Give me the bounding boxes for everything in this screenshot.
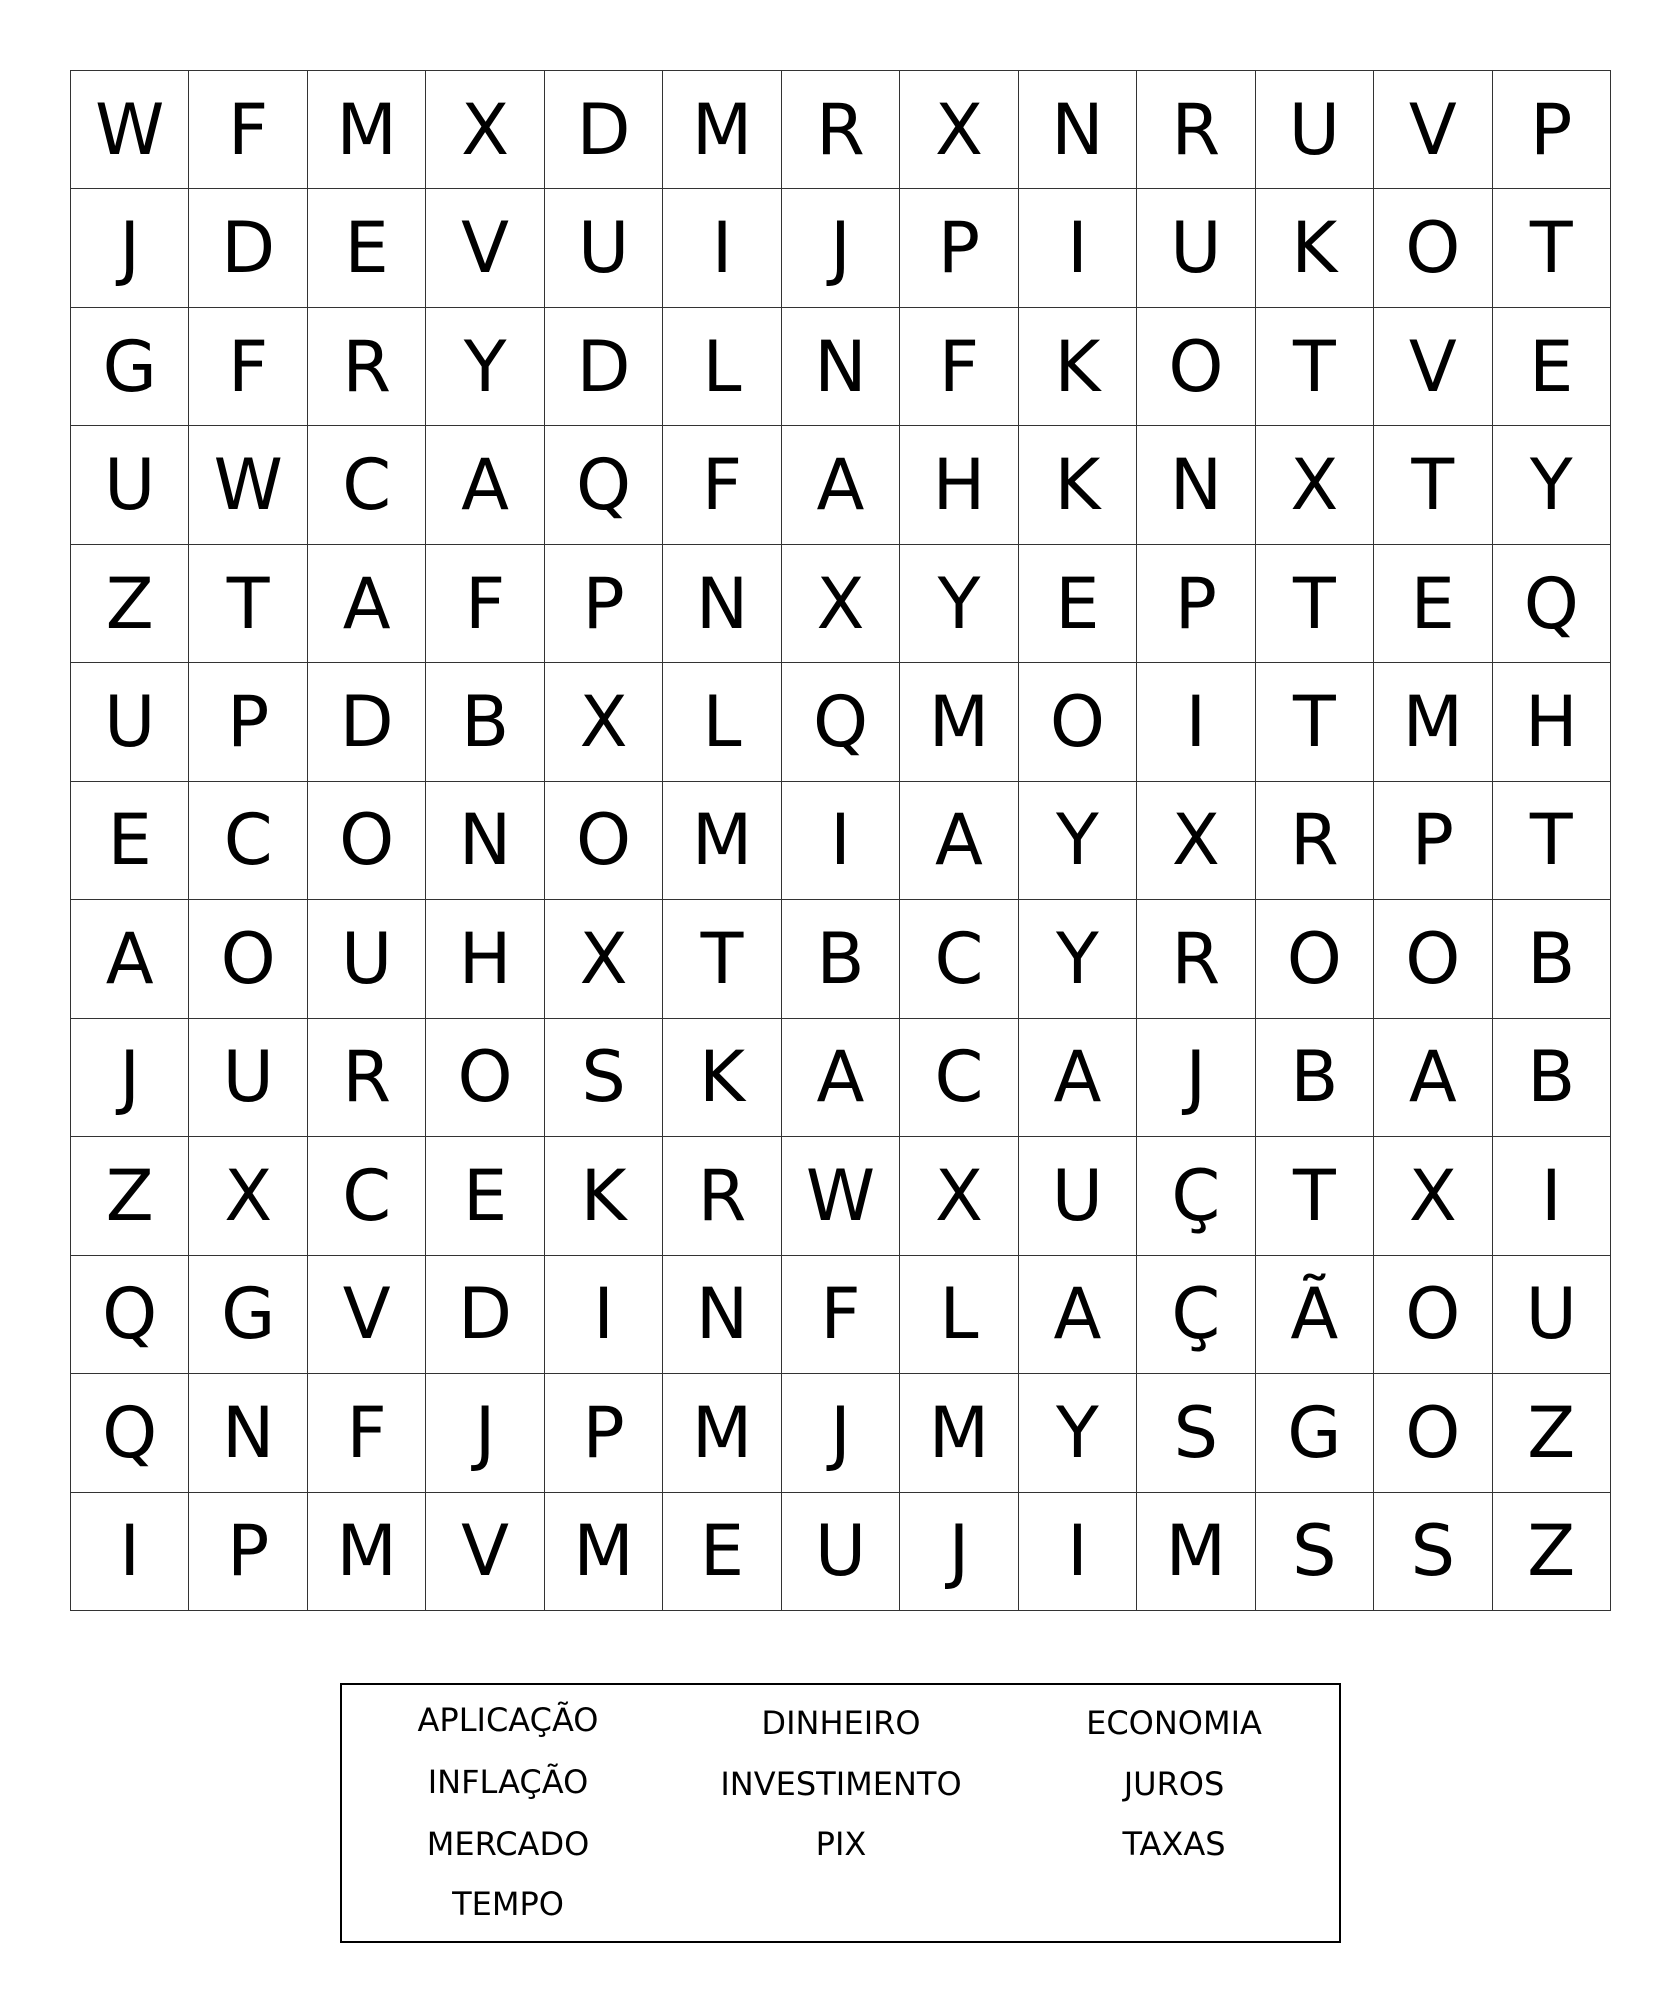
grid-cell[interactable]: M <box>545 1493 663 1611</box>
grid-cell[interactable]: U <box>1256 71 1374 189</box>
grid-cell[interactable]: P <box>545 1374 663 1492</box>
grid-cell[interactable]: X <box>189 1137 307 1255</box>
grid-cell[interactable]: J <box>782 189 900 307</box>
grid-cell[interactable]: A <box>1019 1019 1137 1137</box>
grid-cell[interactable]: U <box>1137 189 1255 307</box>
grid-cell[interactable]: P <box>189 1493 307 1611</box>
grid-cell[interactable]: Q <box>71 1374 189 1492</box>
grid-cell[interactable]: U <box>1493 1256 1611 1374</box>
grid-cell[interactable]: E <box>663 1493 781 1611</box>
grid-cell[interactable]: P <box>545 545 663 663</box>
grid-cell[interactable]: Y <box>900 545 1018 663</box>
grid-cell[interactable]: X <box>545 663 663 781</box>
grid-cell[interactable]: V <box>1374 308 1492 426</box>
grid-cell[interactable]: I <box>545 1256 663 1374</box>
grid-cell[interactable]: N <box>782 308 900 426</box>
grid-cell[interactable]: I <box>1493 1137 1611 1255</box>
grid-cell[interactable]: K <box>1019 308 1137 426</box>
grid-cell[interactable]: D <box>545 308 663 426</box>
grid-cell[interactable]: A <box>782 1019 900 1137</box>
grid-cell[interactable]: K <box>1256 189 1374 307</box>
grid-cell[interactable]: M <box>308 1493 426 1611</box>
grid-cell[interactable]: R <box>1256 782 1374 900</box>
grid-cell[interactable]: P <box>1374 782 1492 900</box>
grid-cell[interactable]: N <box>663 545 781 663</box>
grid-cell[interactable]: Ç <box>1137 1137 1255 1255</box>
grid-cell[interactable]: C <box>308 1137 426 1255</box>
grid-cell[interactable]: X <box>900 71 1018 189</box>
grid-cell[interactable]: G <box>71 308 189 426</box>
grid-cell[interactable]: T <box>1256 308 1374 426</box>
grid-cell[interactable]: M <box>663 71 781 189</box>
grid-cell[interactable]: T <box>1256 545 1374 663</box>
grid-cell[interactable]: J <box>782 1374 900 1492</box>
grid-cell[interactable]: E <box>71 782 189 900</box>
grid-cell[interactable]: B <box>426 663 544 781</box>
grid-cell[interactable]: I <box>782 782 900 900</box>
grid-cell[interactable]: D <box>545 71 663 189</box>
grid-cell[interactable]: Q <box>782 663 900 781</box>
grid-cell[interactable]: X <box>1137 782 1255 900</box>
grid-cell[interactable]: B <box>1256 1019 1374 1137</box>
grid-cell[interactable]: R <box>308 308 426 426</box>
grid-cell[interactable]: Q <box>1493 545 1611 663</box>
grid-cell[interactable]: P <box>900 189 1018 307</box>
grid-cell[interactable]: G <box>189 1256 307 1374</box>
grid-cell[interactable]: W <box>71 71 189 189</box>
grid-cell[interactable]: U <box>71 663 189 781</box>
word-list-item: MERCADO <box>426 1825 590 1863</box>
grid-cell[interactable]: O <box>1374 1374 1492 1492</box>
grid-cell[interactable]: P <box>1137 545 1255 663</box>
grid-cell[interactable]: N <box>1137 426 1255 544</box>
grid-cell[interactable]: X <box>782 545 900 663</box>
grid-cell[interactable]: Q <box>545 426 663 544</box>
grid-cell[interactable]: Z <box>1493 1374 1611 1492</box>
grid-cell[interactable]: J <box>1137 1019 1255 1137</box>
grid-cell[interactable]: K <box>663 1019 781 1137</box>
grid-cell[interactable]: A <box>71 900 189 1018</box>
grid-cell[interactable]: F <box>308 1374 426 1492</box>
grid-cell[interactable]: Y <box>1019 900 1137 1018</box>
grid-cell[interactable]: N <box>663 1256 781 1374</box>
grid-cell[interactable]: F <box>189 308 307 426</box>
grid-cell[interactable]: Ã <box>1256 1256 1374 1374</box>
grid-cell[interactable]: L <box>663 308 781 426</box>
grid-cell[interactable]: U <box>545 189 663 307</box>
grid-cell[interactable]: A <box>308 545 426 663</box>
grid-cell[interactable]: E <box>1019 545 1137 663</box>
grid-cell[interactable]: V <box>426 1493 544 1611</box>
grid-cell[interactable]: M <box>1374 663 1492 781</box>
grid-cell[interactable]: L <box>900 1256 1018 1374</box>
grid-cell[interactable]: F <box>426 545 544 663</box>
grid-cell[interactable]: Y <box>1493 426 1611 544</box>
grid-cell[interactable]: M <box>308 71 426 189</box>
grid-cell[interactable]: O <box>308 782 426 900</box>
grid-cell[interactable]: W <box>189 426 307 544</box>
grid-cell[interactable]: D <box>308 663 426 781</box>
grid-cell[interactable]: U <box>308 900 426 1018</box>
word-list-item: INFLAÇÃO <box>427 1763 589 1801</box>
grid-cell[interactable]: A <box>426 426 544 544</box>
grid-cell[interactable]: O <box>189 900 307 1018</box>
grid-cell[interactable]: R <box>1137 900 1255 1018</box>
grid-cell[interactable]: T <box>1374 426 1492 544</box>
grid-cell[interactable]: O <box>1019 663 1137 781</box>
grid-cell[interactable]: E <box>1374 545 1492 663</box>
grid-cell[interactable]: K <box>545 1137 663 1255</box>
grid-cell[interactable]: N <box>426 782 544 900</box>
word-list-box <box>340 1683 1341 1943</box>
grid-cell[interactable]: T <box>1256 1137 1374 1255</box>
grid-cell[interactable]: U <box>71 426 189 544</box>
grid-cell[interactable]: T <box>189 545 307 663</box>
grid-cell[interactable]: B <box>1493 1019 1611 1137</box>
grid-cell[interactable]: O <box>545 782 663 900</box>
grid-cell[interactable]: V <box>308 1256 426 1374</box>
grid-cell[interactable]: X <box>426 71 544 189</box>
grid-cell[interactable]: B <box>1493 900 1611 1018</box>
grid-cell[interactable]: S <box>545 1019 663 1137</box>
grid-cell[interactable]: O <box>1256 900 1374 1018</box>
grid-cell[interactable]: U <box>189 1019 307 1137</box>
grid-cell[interactable]: I <box>1019 189 1137 307</box>
grid-cell[interactable]: N <box>189 1374 307 1492</box>
grid-cell[interactable]: V <box>426 189 544 307</box>
grid-cell[interactable]: M <box>900 1374 1018 1492</box>
word-search-grid <box>70 70 1611 1611</box>
grid-cell[interactable]: T <box>1256 663 1374 781</box>
grid-cell[interactable]: J <box>426 1374 544 1492</box>
grid-cell[interactable]: D <box>189 189 307 307</box>
word-list-item: TEMPO <box>452 1885 564 1923</box>
grid-cell[interactable]: H <box>1493 663 1611 781</box>
grid-cell[interactable]: N <box>1019 71 1137 189</box>
grid-cell[interactable]: E <box>426 1137 544 1255</box>
grid-cell[interactable]: P <box>189 663 307 781</box>
grid-cell[interactable]: T <box>1493 189 1611 307</box>
grid-cell[interactable]: A <box>1019 1256 1137 1374</box>
grid-cell[interactable]: D <box>426 1256 544 1374</box>
grid-cell[interactable]: X <box>900 1137 1018 1255</box>
grid-cell[interactable]: Z <box>1493 1493 1611 1611</box>
grid-cell[interactable]: O <box>426 1019 544 1137</box>
grid-cell[interactable]: X <box>545 900 663 1018</box>
word-list-item: APLICAÇÃO <box>417 1701 599 1739</box>
grid-cell[interactable]: Ç <box>1137 1256 1255 1374</box>
grid-cell[interactable]: O <box>1374 189 1492 307</box>
grid-cell[interactable]: G <box>1256 1374 1374 1492</box>
grid-cell[interactable]: F <box>900 308 1018 426</box>
grid-cell[interactable]: O <box>1374 1256 1492 1374</box>
grid-cell[interactable]: U <box>782 1493 900 1611</box>
grid-cell[interactable]: O <box>1137 308 1255 426</box>
grid-cell[interactable]: I <box>663 189 781 307</box>
word-list-item: DINHEIRO <box>761 1704 921 1742</box>
grid-cell[interactable]: X <box>1256 426 1374 544</box>
grid-cell[interactable]: P <box>1493 71 1611 189</box>
grid-cell[interactable]: M <box>900 663 1018 781</box>
grid-cell[interactable]: J <box>71 189 189 307</box>
grid-cell[interactable]: X <box>1374 1137 1492 1255</box>
grid-cell[interactable]: O <box>1374 900 1492 1018</box>
grid-cell[interactable]: Y <box>426 308 544 426</box>
grid-cell[interactable]: W <box>782 1137 900 1255</box>
grid-cell[interactable]: M <box>663 782 781 900</box>
grid-cell[interactable]: L <box>663 663 781 781</box>
grid-cell[interactable]: Z <box>71 1137 189 1255</box>
grid-cell[interactable]: I <box>1019 1493 1137 1611</box>
grid-cell[interactable]: F <box>189 71 307 189</box>
grid-cell[interactable]: C <box>900 1019 1018 1137</box>
grid-cell[interactable]: R <box>308 1019 426 1137</box>
grid-cell[interactable]: H <box>900 426 1018 544</box>
grid-cell[interactable]: E <box>1493 308 1611 426</box>
grid-cell[interactable]: I <box>1137 663 1255 781</box>
grid-cell[interactable]: E <box>308 189 426 307</box>
grid-cell[interactable]: Q <box>71 1256 189 1374</box>
grid-cell[interactable]: U <box>1019 1137 1137 1255</box>
grid-cell[interactable]: R <box>663 1137 781 1255</box>
grid-cell[interactable]: C <box>189 782 307 900</box>
grid-cell[interactable]: C <box>308 426 426 544</box>
word-list-item: ECONOMIA <box>1086 1704 1262 1742</box>
grid-cell[interactable]: T <box>1493 782 1611 900</box>
word-list-item: JUROS <box>1123 1765 1225 1803</box>
grid-cell[interactable]: R <box>1137 71 1255 189</box>
grid-cell[interactable]: C <box>900 900 1018 1018</box>
word-list-item: INVESTIMENTO <box>720 1765 962 1803</box>
grid-cell[interactable]: Y <box>1019 782 1137 900</box>
grid-cell[interactable]: T <box>663 900 781 1018</box>
grid-cell[interactable]: K <box>1019 426 1137 544</box>
grid-cell[interactable]: J <box>900 1493 1018 1611</box>
grid-cell[interactable]: R <box>782 71 900 189</box>
grid-cell[interactable]: F <box>663 426 781 544</box>
word-list-item: TAXAS <box>1122 1825 1226 1863</box>
grid-cell[interactable]: S <box>1256 1493 1374 1611</box>
grid-cell[interactable]: Y <box>1019 1374 1137 1492</box>
word-list-item: PIX <box>815 1825 867 1863</box>
grid-cell[interactable]: I <box>71 1493 189 1611</box>
grid-cell[interactable]: M <box>1137 1493 1255 1611</box>
grid-cell[interactable]: S <box>1137 1374 1255 1492</box>
grid-cell[interactable]: B <box>782 900 900 1018</box>
grid-cell[interactable]: M <box>663 1374 781 1492</box>
grid-cell[interactable]: F <box>782 1256 900 1374</box>
grid-cell[interactable]: A <box>900 782 1018 900</box>
grid-cell[interactable]: Z <box>71 545 189 663</box>
grid-cell[interactable]: A <box>1374 1019 1492 1137</box>
grid-cell[interactable]: H <box>426 900 544 1018</box>
grid-cell[interactable]: J <box>71 1019 189 1137</box>
grid-cell[interactable]: S <box>1374 1493 1492 1611</box>
grid-cell[interactable]: A <box>782 426 900 544</box>
grid-cell[interactable]: V <box>1374 71 1492 189</box>
